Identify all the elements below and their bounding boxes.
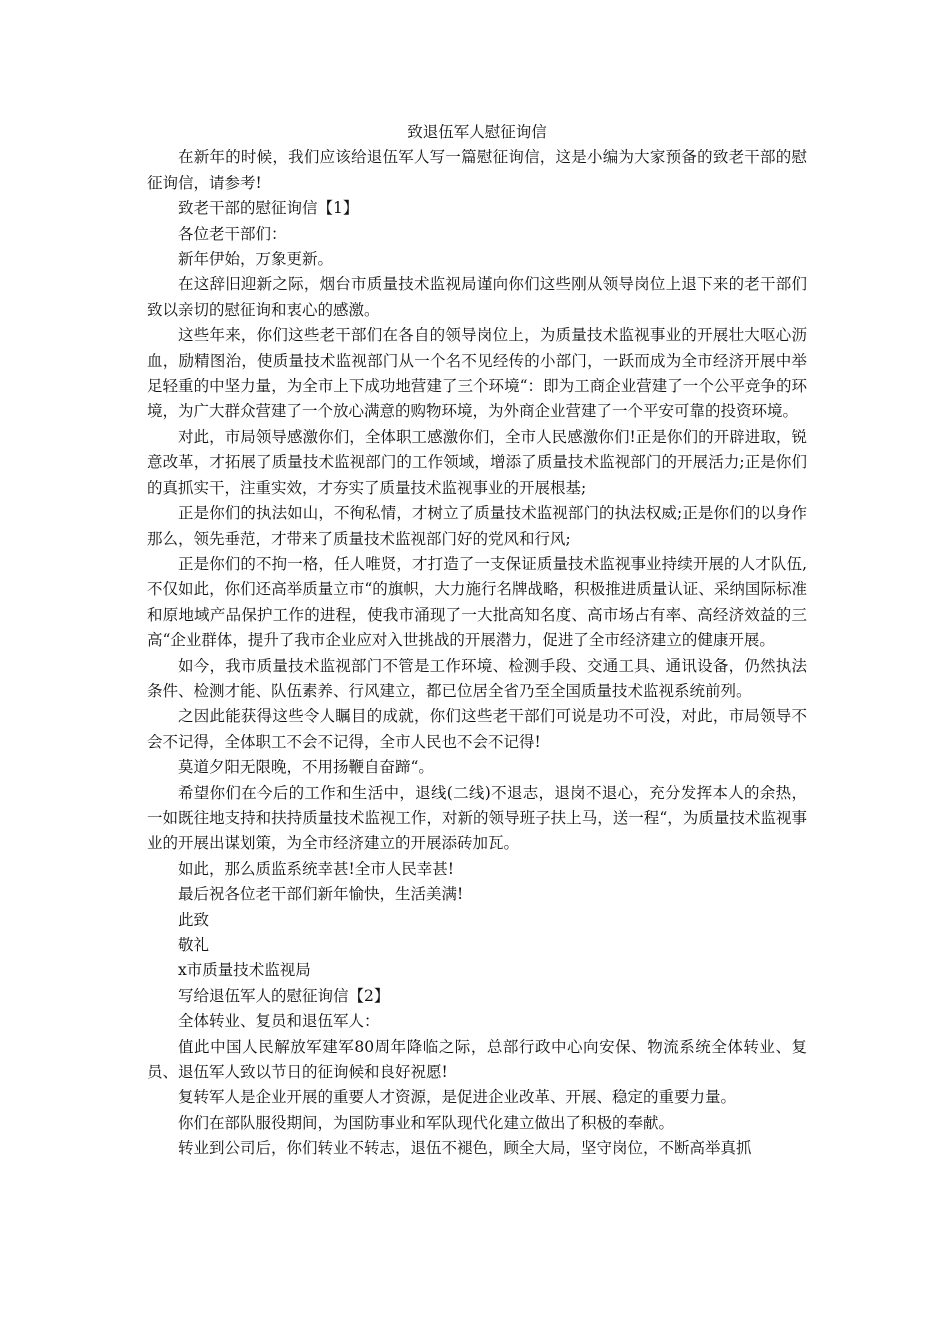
paragraph: 复转军人是企业开展的重要人才资源，是促进企业改革、开展、稳定的重要力量。	[178, 1088, 737, 1107]
paragraph: 你们在部队服役期间，为国防事业和军队现代化建立做出了积极的奉献。	[178, 1113, 675, 1132]
salutation-2: 全体转业、复员和退伍军人：	[178, 1012, 380, 1031]
paragraph: 对此，市局领导感激你们，全体职工感激你们，全市人民感激你们!正是你们的开辟进取，锐意改革，才拓展了质量技术监视部门的工作领域，增添了质量技术监视部门的开展活力;正是你们的真抓实干，注重实效，才夯实了质量技术监视事业的开展根基;	[147, 427, 807, 497]
paragraph: 最后祝各位老干部们新年愉快，生活美满!	[178, 885, 464, 904]
paragraph: 如今，我市质量技术监视部门不管是工作环境、检测手段、交通工具、通讯设备，仍然执法条件、检测才能、队伍素养、行风建立，都已位居全省乃至全国质量技术监视系统前列。	[147, 656, 807, 700]
section-heading-1: 致老干部的慰征询信【1】	[178, 199, 359, 218]
paragraph: 新年伊始，万象更新。	[178, 250, 334, 269]
paragraph: 如此，那么质监系统幸甚!全市人民幸甚!	[178, 859, 454, 878]
document-title: 致退伍军人慰征询信	[407, 123, 547, 141]
signature-line: x市质量技术监视局	[178, 961, 311, 980]
paragraph: 这些年来，你们这些老干部们在各自的领导岗位上，为质量技术监视事业的开展壮大呕心沥血，励精图治，使质量技术监视部门从一个名不见经传的小部门，一跃而成为全市经济开展中举足轻重的中坚力量，为全市上下成功地营建了三个环境“：即为工商企业营建了一个公平竞争的环境，为广大群众营建了一个放心满意的购物环境，为外商企业营建了一个平安可靠的投资环境。	[147, 326, 807, 421]
paragraph: 莫道夕阳无限晚，不用扬鞭自奋蹄“。	[178, 758, 434, 777]
closing-line: 敬礼	[178, 936, 210, 954]
salutation-1: 各位老干部们：	[178, 224, 287, 243]
paragraph-intro: 在新年的时候，我们应该给退伍军人写一篇慰征询信，这是小编为大家预备的致老干部的慰征询信，请参考!	[147, 148, 807, 192]
paragraph: 正是你们的不拘一格，任人唯贤，才打造了一支保证质量技术监视事业持续开展的人才队伍,不仅如此，你们还高举质量立市“的旗帜，大力施行名牌战略，积极推进质量认证、采纳国际标准和原地域产品保护工作的进程，使我市涌现了一大批高知名度、高市场占有率、高经济效益的三高“企业群体，提升了我市企业应对入世挑战的开展潜力，促进了全市经济建立的健康开展。	[147, 554, 807, 650]
paragraph: 在这辞旧迎新之际，烟台市质量技术监视局谨向你们这些刚从领导岗位上退下来的老干部们致以亲切的慰征询和衷心的感激。	[147, 275, 807, 319]
paragraph: 正是你们的执法如山，不徇私情，才树立了质量技术监视部门的执法权威;正是你们的以身作那么，领先垂范，才带来了质量技术监视部门好的党风和行风;	[147, 504, 807, 548]
document-page	[147, 120, 807, 1162]
paragraph: 之因此能获得这些令人瞩目的成就，你们这些老干部们可说是功不可没，对此，市局领导不会不记得，全体职工不会不记得，全市人民也不会不记得!	[147, 707, 807, 751]
paragraph: 值此中国人民解放军建军80周年降临之际，总部行政中心向安保、物流系统全体转业、复员、退伍军人致以节日的征询候和良好祝愿!	[147, 1037, 807, 1082]
section-heading-2: 写给退伍军人的慰征询信【2】	[178, 986, 390, 1005]
paragraph: 转业到公司后，你们转业不转志，退伍不褪色，顾全大局，坚守岗位，不断高举真抓	[178, 1139, 752, 1158]
paragraph: 希望你们在今后的工作和生活中，退线(二线)不退志，退岗不退心，充分发挥本人的余热，一如既往地支持和扶持质量技术监视工作，对新的领导班子扶上马，送一程“，为质量技术监视事业的开展出谋划策，为全市经济建立的开展添砖加瓦。	[147, 783, 807, 853]
closing-line: 此致	[178, 910, 210, 929]
